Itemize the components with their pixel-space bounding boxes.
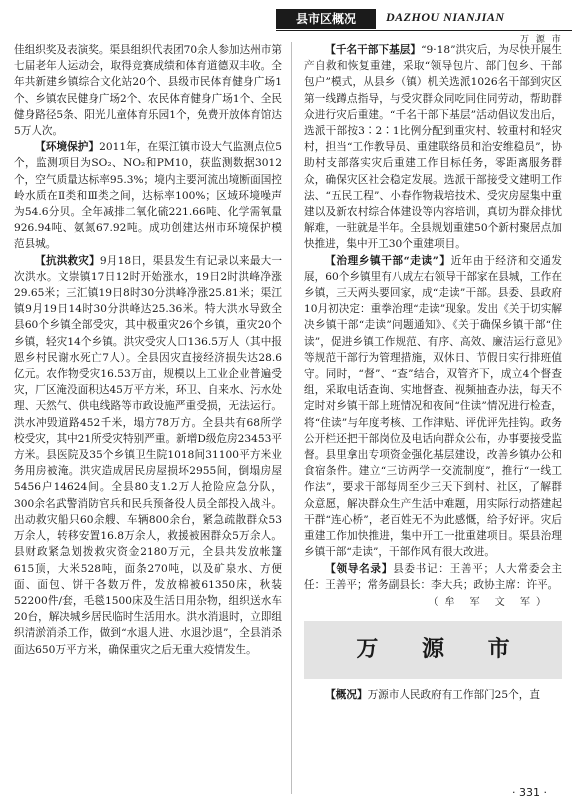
section-title: 万 源 市 <box>356 637 528 662</box>
paragraph-tag: 【领导名录】 <box>325 562 394 575</box>
paragraph: 【治理乡镇干部“走读”】近年由于经济和交通发展，60个乡镇里有八成左右领导干部家在县城，工作在乡镇，三天两头要回家，成“走读”干部。县委、县政府10月初决定：重拳治理“走读”现象。发出《关于切实解决乡镇干部“走读”问题通知》、《关于确保乡镇干部“住读”，促进乡镇工作规范、有序、高效、廉洁运行意见》等规范干部行为管理措施，双休日、节假日实行排班值守。同时，“督”、“查”结合，双管齐下，成立4个督查组，采取电话查询、实地督查、视频抽查办法，每天不定时对乡镇干部上班情况和夜间“住读”情况进行检查，将“住读”与年度考核、工作津贴、评优评先挂钩。政务公开栏还把干部岗位及电话向群众公布，办事要接受监督。县里拿出专项资金强化基层建设，改善乡镇办公和食宿条件。建立“三访两学一交流制度”，推行“一线工作法”，要求干部每周至少三天下到村、社区，了解群众意愿，解决群众生产生活中难题，用实际行动搭建起干群“连心桥”，老百姓无不为此感慨，给予好评。灾后重建工作加快推进，集中开工一批重建项目。渠县治理乡镇干部“走读”，干部作风有很大改进。 <box>304 254 563 559</box>
section-label: 县市区概况 <box>276 9 376 29</box>
paragraph: 【概况】万源市人民政府有工作部门25个，直 <box>325 689 540 702</box>
paragraph-tag: 【千名干部下基层】 <box>325 44 422 56</box>
paragraph: 【抗洪救灾】9月18日，渠县发生有记录以来最大一次洪水。文崇镇17日12时开始涨水，19日2时洪峰净涨29.65米；三汇镇19日8时30分洪峰净涨25.81米；渠江镇9月19日14时30分洪峰达25.36米。特大洪水导致全县60个乡镇全部受灾，其中极重灾26个乡镇，重灾20个乡镇，轻灾14个乡镇。洪灾受灾人口136.5万人（其中报恩乡村民谢水死亡7人）。全县因灾直接经济损失达28.6亿元。农作物受灾16.53万亩，规模以上工业企业普遍受灾，厂区淹没面积达45万平方米，环卫、自来水、污水处理、天然气、供电线路等市政设施严重受损，无法运行。洪水冲毁道路452千米，塌方78万方。全县共有68所学校受灾，其中21所受灾特别严重。新增D级危房23453平方米。县医院及35个乡镇卫生院1018间31100平方米业务用房被淹。洪灾造成居民房屋损坏2955间，倒塌房屋5456户14624间。全县80支1.2万人抢险应急分队，300余名武警消防官兵和民兵预备役人员全部投入战斗。出动救灾船只60余艘、车辆800余台，紧急疏散群众53万余人，转移安置16.8万余人，救援被困群众5万余人。县财政紧急划拨救灾资金2180万元，全县共发放帐篷615顶，大米528吨，面条270吨，以及矿泉水、方便面、面包、饼干各数万件，发放棉被61350床，秋装52200件/套，毛毯1500床及生活日用杂物，组织送水车20台，解决城乡居民临时生活用水。洪水消退时，立即组织清淤消杀工作，做到“水退人进、水退沙退”，全县消杀面达650万平方米，确保重灾之后无重大疫情发生。 <box>14 254 282 656</box>
yearbook-title: DAZHOU NIANJIAN <box>386 10 505 24</box>
author-signature: （牟 军 文 军） <box>428 596 552 608</box>
paragraph: 【千名干部下基层】“9·18”洪灾后，为尽快开展生产自救和恢复重建，采取“领导包片、部门包乡、干部包户”模式，从县乡（镇）机关选派1026名干部到灾区第一线蹲点指导，与受灾群众同吃同住同劳动，帮助群众进行灾后重建。“千名干部下基层”活动倡议发出后，选派干部按3∶2∶1比例分配到重灾村、较重村和轻灾村，担当“工作教导员、重建联络员和治安维稳员”，协助村支部落实灾后重建工作目标任务，零距离服务群众，确保灾区社会稳定发展。选派干部接受文建明工作法、“五民工程”、小春作物栽培技术、受灾房屋集中重建以及新农村综合体建设等内容培训，真切为群众排忧解难，一驻就是半年。全县规划重建50个新村聚居点加快推进，集中开工30个重建项目。 <box>304 44 563 251</box>
paragraph: 【环境保护】2011年，在渠江镇市设大气监测点位5个，监测项目为SO₂、NO₂和PM10，获监测数据3012个，空气质量达标率95.3%；境内主要河流出境断面国控岭水质在Ⅱ类和Ⅲ类之间，达标率100%；区域环境噪声为54.6分贝。全年减排二氧化硫221.66吨、化学需氧量926.94吨、氨氮67.92吨。成功创建达州市环境保护模范县城。 <box>14 141 283 251</box>
paragraph-tag: 【概况】 <box>325 689 368 702</box>
column-divider <box>291 42 292 794</box>
header-subtitle: 万 源 市 <box>520 35 563 45</box>
left-column <box>14 42 282 658</box>
paragraph-tag: 【环境保护】 <box>35 141 100 154</box>
right-column <box>304 42 562 703</box>
paragraph-tag: 【抗洪救灾】 <box>35 254 100 267</box>
page-number: · 331 · <box>512 786 547 799</box>
header-rule <box>276 30 572 31</box>
paragraph: 佳组织奖及表演奖。渠县组织代表团70余人参加达州市第七届老年人运动会，取得竞赛成绩和体育道德双丰收。全年共新建乡镇综合文化站20个、县级市民体育健身广场1个、乡镇农民健身广场2个、农民体育健身广场1个、全民健身路径5条、阳光儿童体育乐园1个，免费开放体育馆达5万人次。 <box>14 44 282 138</box>
paragraph-tag: 【治理乡镇干部“走读”】 <box>325 254 451 267</box>
leaders-paragraph: 【领导名录】县委书记：王善平；人大常委会主任：王善平；常务副县长：李大兵；政协主席：许平。 <box>304 562 563 591</box>
section-banner <box>304 621 562 679</box>
